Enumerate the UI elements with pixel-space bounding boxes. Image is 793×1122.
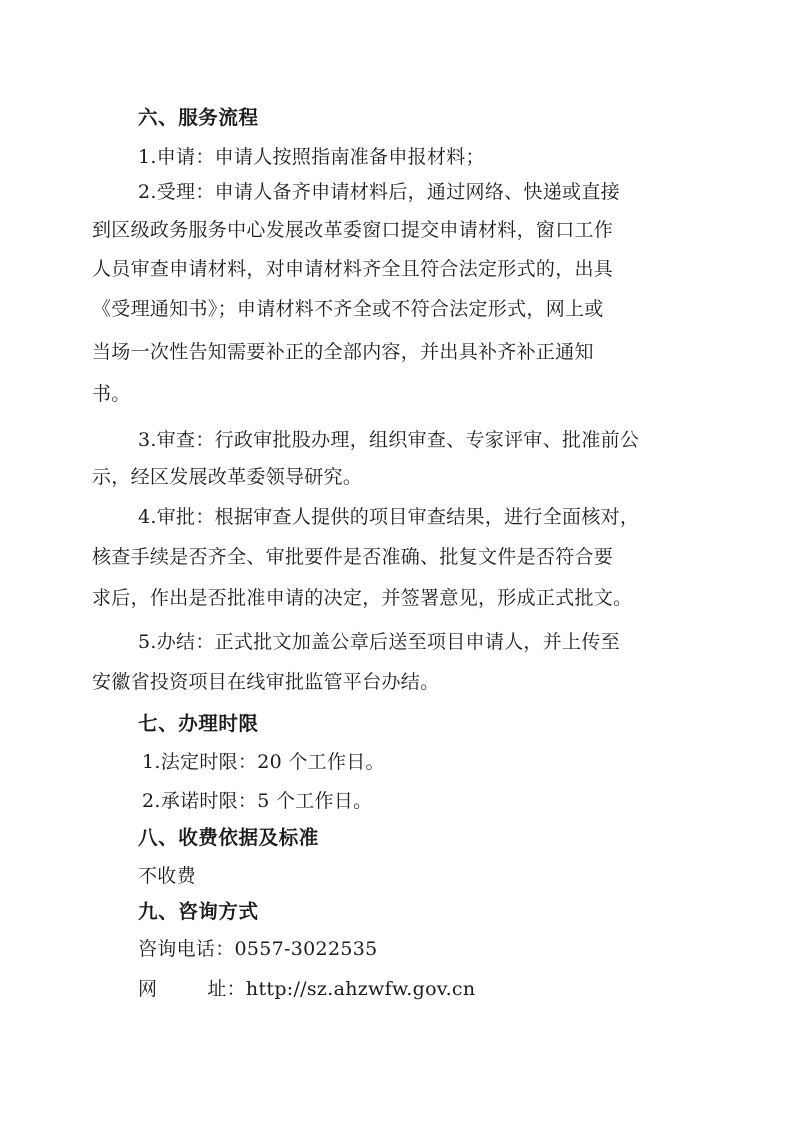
heading-contact: 九、咨询方式: [138, 900, 259, 923]
process-line-14: 安徽省投资项目在线审批监管平台办结。: [92, 671, 440, 693]
process-line-6: 当场一次性告知需要补正的全部内容，并出具补齐补正通知: [92, 341, 594, 363]
website-label-char-1: 网: [138, 978, 158, 1000]
process-line-8: 3.审查：行政审批股办理，组织审查、专家评审、批准前公: [138, 429, 640, 451]
process-line-10: 4.审批：根据审查人提供的项目审查结果，进行全面核对，: [138, 506, 640, 528]
process-line-5: 《受理通知书》；申请材料不齐全或不符合法定形式，网上或: [92, 298, 604, 320]
process-line-2: 2.受理：申请人备齐申请材料后，通过网络、快递或直接: [138, 181, 620, 203]
process-line-12: 求后，作出是否批准申请的决定，并签署意见，形成正式批文。: [92, 587, 633, 609]
heading-service-process: 六、服务流程: [138, 106, 259, 129]
process-line-7: 书。: [92, 383, 131, 405]
process-line-9: 示，经区发展改革委领导研究。: [92, 466, 363, 488]
process-line-4: 人员审查申请材料，对申请材料齐全且符合法定形式的，出具: [92, 258, 614, 280]
process-line-11: 核查手续是否齐全、审批要件是否准确、批复文件是否符合要: [92, 546, 614, 568]
contact-phone: 咨询电话：0557-3022535: [138, 938, 378, 960]
time-limit-statutory: 1.法定时限：20 个工作日。: [142, 751, 385, 773]
contact-website: [138, 977, 475, 1001]
process-line-13: 5.办结：正式批文加盖公章后送至项目申请人，并上传至: [138, 631, 620, 653]
process-line-1: 1.申请：申请人按照指南准备申报材料；: [138, 146, 485, 168]
heading-fees: 八、收费依据及标准: [138, 826, 319, 849]
time-limit-promised: 2.承诺时限：5 个工作日。: [142, 790, 373, 812]
heading-time-limit: 七、办理时限: [138, 712, 259, 735]
fees-text: 不收费: [138, 865, 196, 887]
website-label-rest: 址：http://sz.ahzwfw.gov.cn: [207, 978, 476, 1000]
process-line-3: 到区级政务服务中心发展改革委窗口提交申请材料，窗口工作: [92, 219, 614, 241]
